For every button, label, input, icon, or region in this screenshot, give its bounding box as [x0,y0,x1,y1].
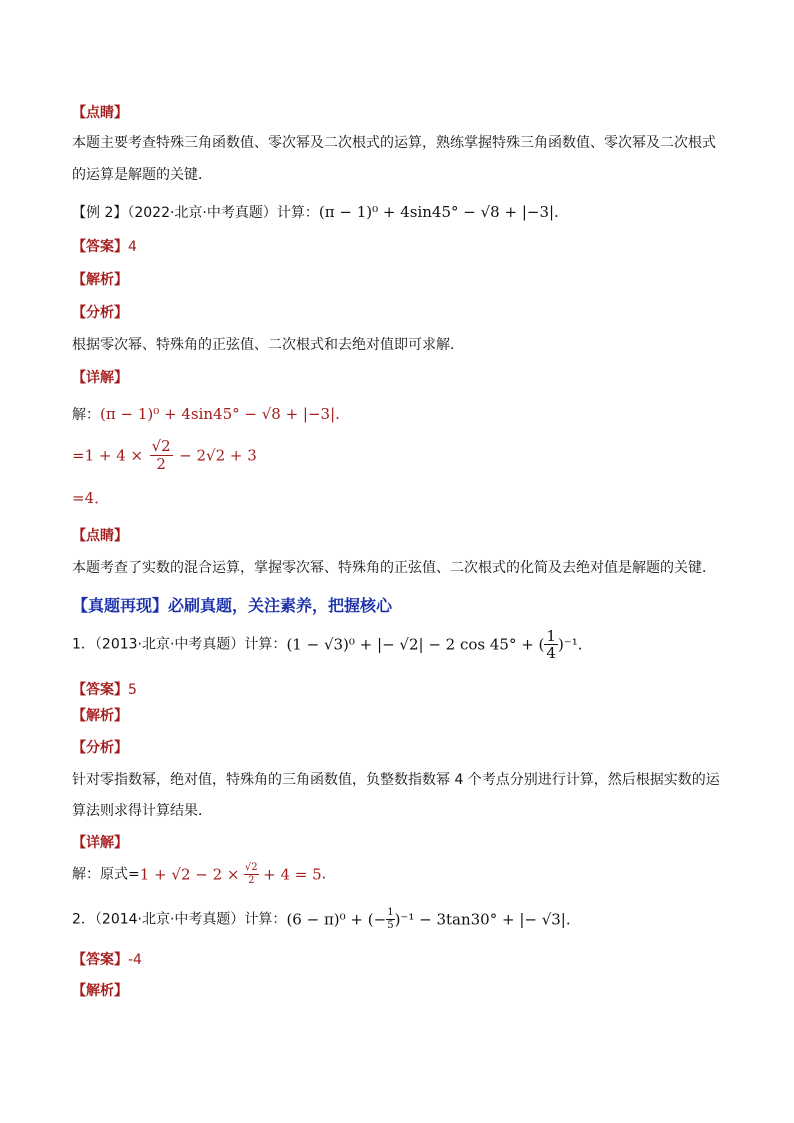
solution-expression: (π − 1)⁰ + 4sin45° − √8 + |−3|. [100,405,340,423]
example-2-label: 【例 2】（2022·北京·中考真题）计算： [72,205,319,221]
dianjing-text-2: 本题考查了实数的混合运算，掌握零次幂、特殊角的正弦值、二次根式的化简及去绝对值是解题的关键． [72,560,716,576]
jiexi-heading-3 [72,981,732,1001]
answer-line-2 [72,680,732,700]
question-1-expression-a: (1 − √3)⁰ + |− √2| − 2 cos 45° + ( [286,635,545,654]
xiangjie-heading-2 [72,833,732,853]
fenxi-text-2-line-1: 针对零指数幂，绝对值，特殊角的三角函数值，负整数指数幂 4 个考点分别进行计算，然后根据实数的运 [72,772,720,788]
dianjing-text-line-2: 的运算是解题的关键． [72,167,212,183]
jiexi-heading-1 [72,270,732,290]
solution-step-2-b: − 2√2 + 3 [179,446,257,465]
fraction-one-fifth [386,907,394,932]
dianjing-tag: 【点睛】 [72,528,128,544]
solution-2-prefix: 解：原式= [72,866,140,883]
fraction-denominator: 5 [387,920,394,931]
answer-value: -4 [128,952,142,968]
question-2-line [72,907,732,941]
fraction-numerator: 1 [546,627,556,645]
answer-tag: 【答案】 [72,239,128,255]
solution-2-end: . [321,866,327,883]
fraction-sqrt2-over-2 [150,438,173,473]
fraction-denominator: 4 [546,644,556,662]
solution-1-line-2 [72,438,732,478]
xiangjie-heading-1 [72,368,732,388]
question-1-line [72,628,732,668]
dianjing-heading-2 [72,526,732,546]
fraction-denominator: 2 [248,875,255,886]
fenxi-text-2-line-2: 算法则求得计算结果． [72,803,212,819]
solution-1-line-1 [72,404,732,425]
fraction-small-sqrt2-over-2 [244,862,259,887]
jiexi-tag: 【解析】 [72,272,128,288]
question-2-expression-a: (6 − π)⁰ + (− [286,910,387,929]
answer-value: 5 [128,682,137,698]
section-title: 【真题再现】必刷真题，关注素养，把握核心 [72,596,393,615]
solution-2-line [72,862,732,896]
example-2-line [72,202,732,223]
solution-2-expression-b: + 4 = 5 [263,865,322,884]
answer-value: 4 [128,239,137,255]
answer-line-3 [72,950,732,970]
dianjing-text-line-1: 本题主要考查特殊三角函数值、零次幂及二次根式的运算，熟练掌握特殊三角函数值、零次幂及二次根式 [72,135,716,151]
dianjing-tag: 【点睛】 [72,105,128,121]
jiexi-heading-2 [72,706,732,726]
jiexi-tag: 【解析】 [72,708,128,724]
answer-tag: 【答案】 [72,682,128,698]
jiexi-tag: 【解析】 [72,983,128,999]
question-2-label: 2．（2014·北京·中考真题）计算： [72,911,287,928]
fenxi-heading-1 [72,303,732,323]
fraction-numerator: √2 [244,862,258,873]
fenxi-heading-2 [72,738,732,758]
xiangjie-tag: 【详解】 [72,835,128,851]
solution-prefix: 解： [72,407,100,423]
question-1-expression-b: )⁻¹. [557,635,583,654]
question-1-label: 1．（2013·北京·中考真题）计算： [72,636,287,653]
dianjing-heading-1 [72,103,732,123]
fraction-one-quarter [544,628,558,661]
question-2-expression-b: )⁻¹ − 3tan30° + |− √3|. [394,910,571,929]
answer-line-1 [72,237,732,257]
fenxi-tag: 【分析】 [72,740,128,756]
xiangjie-tag: 【详解】 [72,370,128,386]
fenxi-text-1: 根据零次幂、特殊角的正弦值、二次根式和去绝对值即可求解． [72,337,464,353]
answer-tag: 【答案】 [72,952,128,968]
fenxi-tag: 【分析】 [72,305,128,321]
fraction-numerator: √2 [151,437,171,455]
solution-step-2-a: =1 + 4 × [72,446,144,465]
fraction-numerator: 1 [387,907,394,918]
solution-1-line-3: =4． [72,489,110,507]
solution-2-expression-a: 1 + √2 − 2 × [139,865,240,884]
fraction-denominator: 2 [156,455,166,473]
example-2-expression: (π − 1)⁰ + 4sin45° − √8 + |−3|. [318,203,559,221]
